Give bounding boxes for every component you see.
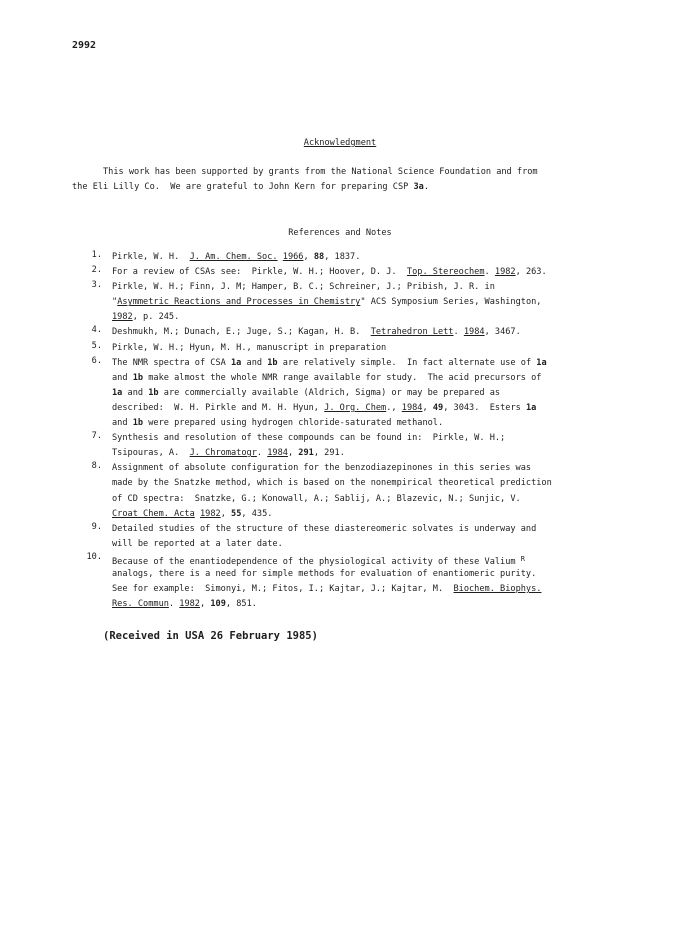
reference-segment: ,	[220, 508, 232, 519]
reference-citation: Biochem. Biophys.	[453, 584, 542, 595]
reference-segment: ,	[287, 448, 299, 459]
reference-segment: are relatively simple. In fact alternate use of	[277, 357, 537, 368]
reference-segment: ,	[303, 252, 314, 262]
reference-citation: Tetrahedron Lett	[370, 327, 454, 338]
acknowledgment-text-end: .	[423, 182, 430, 192]
reference-text	[112, 325, 521, 340]
reference-line	[112, 356, 547, 371]
acknowledgment-text-line-1: This work has been supported by grants from the National Science Foundation and from	[103, 167, 538, 177]
reference-item	[72, 250, 632, 265]
reference-item	[72, 552, 632, 612]
reference-segment: described: W. H. Pirkle and M. H. Hyun,	[112, 402, 325, 413]
reference-segment: See for example: Simonyi, M.; Fitos, I.; Kajtar, J.; Kajtar, M.	[112, 584, 454, 595]
reference-line	[112, 492, 552, 507]
reference-segment: , 3467.	[484, 327, 521, 338]
reference-number: 10.	[86, 551, 102, 562]
reference-citation: 1984	[267, 448, 288, 459]
reference-number: 3.	[91, 280, 102, 291]
reference-line	[112, 597, 541, 612]
reference-citation: Top. Stereochem	[406, 267, 485, 278]
reference-line	[112, 552, 541, 567]
reference-segment: and	[112, 372, 133, 383]
reference-citation: Res. Commun	[112, 599, 169, 610]
reference-line	[112, 431, 505, 446]
page-number: 2992	[72, 40, 97, 51]
reference-text	[112, 461, 552, 521]
reference-volume: 55	[231, 508, 242, 519]
reference-volume: 1a	[536, 357, 547, 368]
reference-segment: , 3043. Esters	[443, 402, 526, 413]
reference-citation: J. Chromatogr	[189, 448, 257, 459]
reference-citation: 1984	[463, 327, 485, 338]
reference-number: 4.	[91, 325, 102, 336]
reference-line	[112, 567, 541, 582]
reference-citation: Asymmetric Reactions and Processes in Chemistry	[117, 297, 361, 308]
reference-citation: 1982	[179, 599, 200, 610]
reference-segment: , 851.	[225, 599, 257, 610]
reference-volume: 1b	[132, 418, 144, 429]
reference-line	[112, 446, 505, 461]
reference-segment: "	[112, 297, 118, 308]
reference-item	[72, 522, 632, 552]
reference-segment: were prepared using hydrogen chloride-saturated methanol.	[143, 418, 444, 429]
reference-line	[112, 386, 547, 401]
acknowledgment-text-line-2	[72, 182, 429, 192]
reference-number: 5.	[91, 340, 102, 351]
reference-number: 7.	[91, 431, 102, 442]
reference-text	[112, 431, 505, 461]
reference-item	[72, 325, 632, 340]
reference-volume: 109	[210, 599, 226, 610]
reference-segment: Because of the enantiodependence of the physiological activity of these Valium	[112, 556, 521, 567]
reference-number: 9.	[91, 521, 102, 532]
reference-citation: 1984	[401, 402, 423, 413]
reference-number: 8.	[91, 461, 102, 472]
reference-segment: R	[520, 554, 525, 563]
reference-segment: , 291.	[313, 448, 345, 459]
reference-segment: .	[256, 448, 268, 459]
reference-volume: 1b	[132, 372, 144, 383]
reference-item	[72, 356, 632, 431]
reference-segment: .,	[386, 402, 402, 413]
reference-citation: 1966	[282, 252, 304, 262]
reference-volume: 1a	[525, 402, 537, 413]
reference-segment: Pirkle, W. H.	[112, 252, 190, 262]
reference-number: 6.	[91, 355, 102, 366]
reference-segment: , 1837.	[324, 252, 361, 262]
reference-segment: .	[453, 327, 464, 338]
reference-segment: and	[122, 387, 149, 398]
references-list	[72, 250, 632, 612]
reference-segment: and	[241, 357, 268, 368]
reference-citation: 1982	[112, 312, 133, 323]
reference-segment: are commercially available (Aldrich, Sigma) or may be prepared as	[158, 387, 501, 398]
reference-text	[112, 356, 547, 431]
reference-segment: ,	[199, 599, 211, 610]
reference-text	[112, 265, 547, 280]
reference-line	[112, 582, 541, 597]
reference-volume: 1a	[112, 387, 123, 398]
reference-line	[112, 280, 541, 295]
reference-segment: " ACS Symposium Series, Washington,	[360, 297, 542, 308]
reference-segment: analogs, there is a need for simple methods for evaluation of enantiomeric purity.	[112, 568, 537, 579]
acknowledgment-heading: Acknowledgment	[303, 138, 377, 148]
reference-volume: 1b	[267, 357, 278, 368]
reference-line	[112, 476, 552, 491]
reference-citation: 1982	[494, 267, 516, 278]
reference-item	[72, 280, 632, 325]
reference-item	[72, 265, 632, 280]
reference-segment: , p. 245.	[132, 312, 180, 323]
reference-citation: J. Org. Chem	[324, 402, 387, 413]
reference-citation: J. Am. Chem. Soc.	[189, 252, 278, 262]
reference-line	[112, 461, 552, 476]
reference-segment: .	[168, 599, 180, 610]
acknowledgment-text: the Eli Lilly Co. We are grateful to John Kern for preparing CSP	[72, 182, 414, 192]
reference-item	[72, 461, 632, 521]
reference-segment: For a review of CSAs see: Pirkle, W. H.; Hoover, D. J.	[112, 267, 407, 278]
reference-line	[112, 507, 552, 522]
reference-text	[112, 341, 386, 356]
reference-line	[112, 401, 547, 416]
reference-number: 2.	[91, 265, 102, 276]
reference-line	[112, 310, 541, 325]
reference-segment: Deshmukh, M.; Dunach, E.; Juge, S.; Kagan, H. B.	[112, 327, 371, 338]
reference-line	[112, 250, 360, 265]
reference-segment: , 263.	[515, 267, 547, 278]
reference-line	[112, 325, 521, 340]
reference-segment: will be reported at a later date.	[112, 538, 283, 549]
reference-segment: Detailed studies of the structure of these diastereomeric solvates is underway and	[112, 523, 537, 534]
reference-text	[112, 552, 541, 612]
references-heading: References and Notes	[288, 228, 392, 238]
reference-segment: of CD spectra: Snatzke, G.; Konowall, A.; Sablij, A.; Blazevic, N.; Sunjic, V.	[112, 493, 521, 504]
reference-segment: The NMR spectra of CSA	[112, 357, 231, 368]
reference-segment: Pirkle, W. H.; Hyun, M. H., manuscript in preparation	[112, 342, 387, 353]
reference-segment: and	[112, 418, 133, 429]
reference-segment: , 435.	[241, 508, 273, 519]
reference-volume: 1b	[148, 387, 159, 398]
reference-line	[112, 265, 547, 280]
reference-text	[112, 250, 360, 265]
reference-text	[112, 280, 541, 325]
reference-volume: 49	[432, 402, 444, 413]
reference-item	[72, 341, 632, 356]
reference-citation: 1982	[199, 508, 221, 519]
reference-line	[112, 416, 547, 431]
reference-volume: 291	[298, 448, 314, 459]
reference-citation: Croat Chem. Acta	[112, 508, 195, 519]
reference-item	[72, 431, 632, 461]
received-date: (Received in USA 26 February 1985)	[103, 630, 318, 642]
reference-segment: .	[484, 267, 495, 278]
reference-segment: Assignment of absolute configuration for the benzodiazepinones in this series was	[112, 463, 532, 474]
reference-line	[112, 371, 547, 386]
reference-segment: ,	[422, 402, 433, 413]
reference-segment: made by the Snatzke method, which is based on the nonempirical theoretical prediction	[112, 478, 552, 489]
reference-segment: make almost the whole NMR range available for study. The acid precursors of	[143, 372, 542, 383]
reference-volume: 88	[313, 252, 325, 262]
reference-number: 1.	[91, 250, 102, 260]
reference-line	[112, 522, 536, 537]
reference-line	[112, 341, 386, 356]
reference-segment: Synthesis and resolution of these compounds can be found in: Pirkle, W. H.;	[112, 433, 506, 444]
reference-line	[112, 295, 541, 310]
reference-text	[112, 522, 536, 552]
reference-segment: Tsipouras, A.	[112, 448, 190, 459]
compound-label: 3a	[413, 182, 424, 192]
reference-volume: 1a	[231, 357, 242, 368]
reference-segment: Pirkle, W. H.; Finn, J. M; Hamper, B. C.; Schreiner, J.; Pribish, J. R. in	[112, 282, 495, 293]
reference-line	[112, 537, 536, 552]
